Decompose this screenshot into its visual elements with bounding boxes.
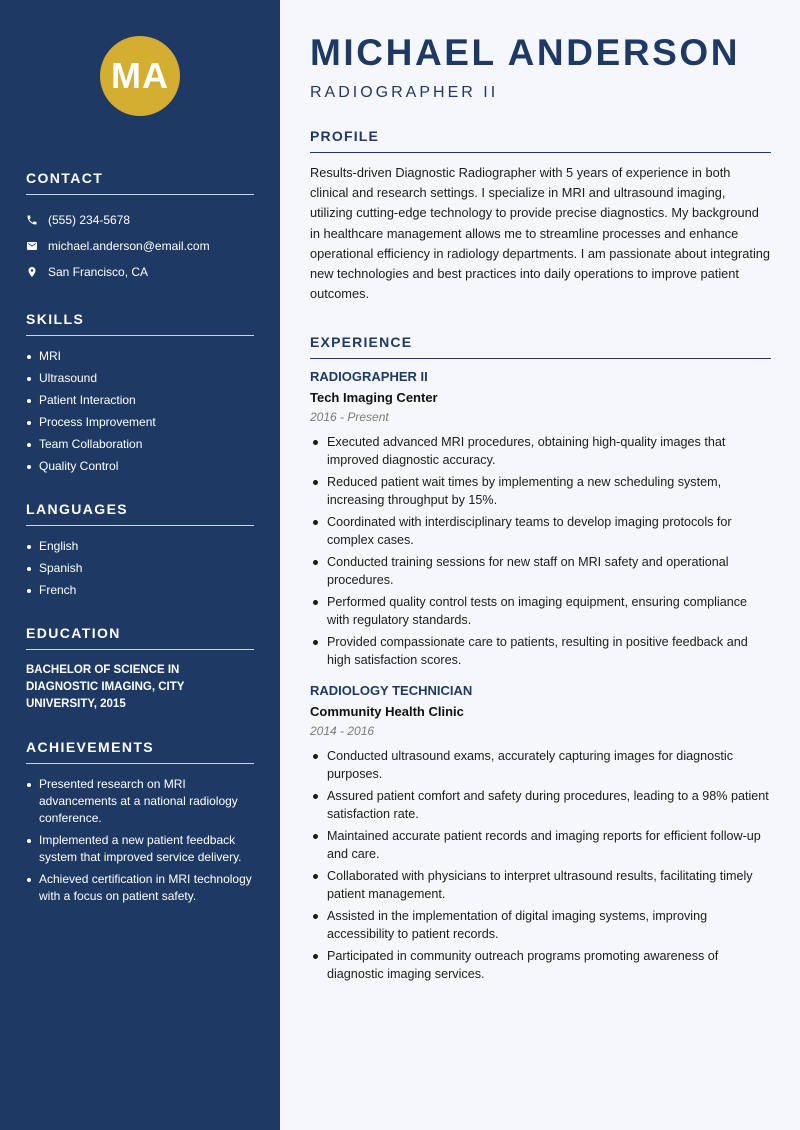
job-bullet: Performed quality control tests on imaging equipment, ensuring compliance with regulatory standards. — [310, 593, 771, 629]
candidate-role: RADIOGRAPHER II — [310, 84, 499, 101]
skill-item: Quality Control — [26, 458, 254, 475]
job-bullet: Coordinated with interdisciplinary teams to develop imaging protocols for complex cases. — [310, 513, 771, 549]
achievements-heading: ACHIEVEMENTS — [26, 739, 254, 764]
job-dates: 2016 - Present — [310, 410, 389, 425]
contact-email — [26, 233, 254, 259]
profile-heading: PROFILE — [310, 128, 771, 153]
job-dates: 2014 - 2016 — [310, 724, 375, 739]
skills-section — [26, 311, 254, 475]
contact-heading: CONTACT — [26, 170, 254, 195]
sidebar — [0, 0, 280, 1130]
job-entry — [310, 369, 771, 669]
email-icon — [26, 240, 38, 252]
job-bullet: Executed advanced MRI procedures, obtaining high-quality images that improved diagnostic accuracy. — [310, 433, 771, 469]
profile-section — [310, 128, 771, 304]
job-bullets — [310, 747, 771, 983]
job-bullet: Conducted ultrasound exams, accurately capturing images for diagnostic purposes. — [310, 747, 771, 783]
language-item: Spanish — [26, 560, 254, 577]
job-bullet: Collaborated with physicians to interpret ultrasound results, facilitating timely patient management. — [310, 867, 771, 903]
education-section — [26, 625, 254, 713]
job-bullet: Participated in community outreach programs promoting awareness of diagnostic imaging services. — [310, 947, 771, 983]
job-bullet: Provided compassionate care to patients, resulting in positive feedback and high satisfaction scores. — [310, 633, 771, 669]
avatar: MA — [100, 36, 180, 116]
job-bullet: Conducted training sessions for new staff on MRI safety and operational procedures. — [310, 553, 771, 589]
contact-phone — [26, 207, 254, 233]
skill-item: Patient Interaction — [26, 392, 254, 409]
location-pin-icon — [26, 266, 38, 278]
language-item: French — [26, 582, 254, 599]
email-text: michael.anderson@email.com — [48, 239, 210, 253]
languages-heading: LANGUAGES — [26, 501, 254, 526]
achievements-list — [26, 776, 254, 905]
job-bullet: Maintained accurate patient records and imaging reports for efficient follow-up and care. — [310, 827, 771, 863]
job-bullets — [310, 433, 771, 669]
contact-location — [26, 259, 254, 285]
achievement-item: Implemented a new patient feedback system that improved service delivery. — [26, 832, 254, 866]
languages-section — [26, 501, 254, 599]
experience-section — [310, 334, 771, 983]
job-bullet: Reduced patient wait times by implementing a new scheduling system, increasing throughput by 15%. — [310, 473, 771, 509]
phone-text: (555) 234-5678 — [48, 213, 131, 227]
education-heading: EDUCATION — [26, 625, 254, 650]
skills-list — [26, 348, 254, 475]
achievement-item: Presented research on MRI advancements at a national radiology conference. — [26, 776, 254, 827]
languages-list — [26, 538, 254, 599]
phone-icon — [26, 214, 38, 226]
language-item: English — [26, 538, 254, 555]
experience-heading: EXPERIENCE — [310, 334, 771, 359]
job-title: RADIOLOGY TECHNICIAN — [310, 683, 473, 699]
profile-text: Results-driven Diagnostic Radiographer with 5 years of experience in both clinical and research settings. I specialize in MRI and ultrasound imaging, utilizing cutting-edge technology to provide precise diagnostics. My background in healthcare management allows me to streamline processes and enhance operational efficiency in radiology departments. I am passionate about integrating new technologies and best practices into daily operations to improve patient outcomes. — [310, 165, 771, 302]
skills-heading: SKILLS — [26, 311, 254, 336]
job-company: Tech Imaging Center — [310, 390, 438, 406]
job-company: Community Health Clinic — [310, 704, 464, 720]
skill-item: Ultrasound — [26, 370, 254, 387]
main-content — [280, 0, 800, 1130]
education-entry: BACHELOR OF SCIENCE IN DIAGNOSTIC IMAGING, CITY UNIVERSITY, 2015 — [26, 664, 185, 710]
achievement-item: Achieved certification in MRI technology with a focus on patient safety. — [26, 871, 254, 905]
job-bullet: Assisted in the implementation of digital imaging systems, improving accessibility to patient records. — [310, 907, 771, 943]
candidate-name: MICHAEL ANDERSON — [310, 32, 741, 73]
job-entry — [310, 683, 771, 983]
skill-item: Team Collaboration — [26, 436, 254, 453]
achievements-section — [26, 739, 254, 905]
skill-item: MRI — [26, 348, 254, 365]
job-bullet: Assured patient comfort and safety during procedures, leading to a 98% patient satisfaction rate. — [310, 787, 771, 823]
contact-section — [26, 170, 254, 285]
location-text: San Francisco, CA — [48, 265, 149, 279]
job-title: RADIOGRAPHER II — [310, 369, 428, 385]
skill-item: Process Improvement — [26, 414, 254, 431]
